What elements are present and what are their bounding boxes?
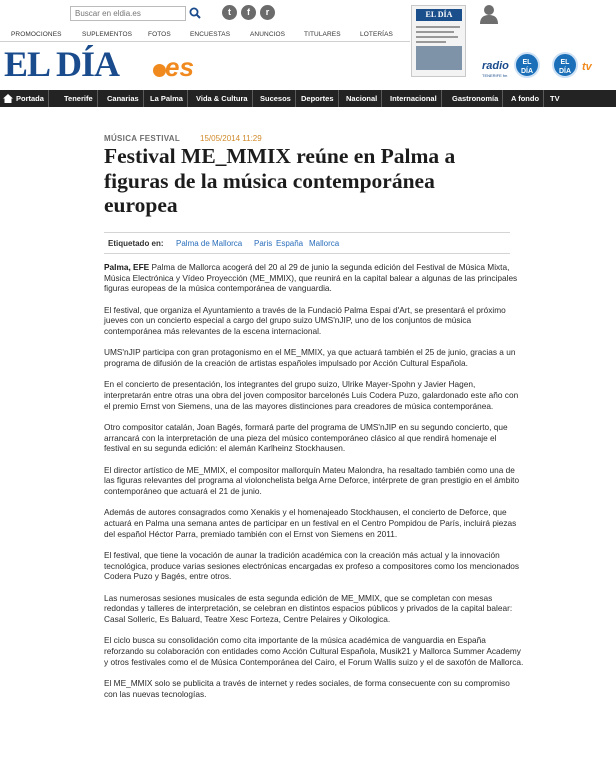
nav-item-vida-cultura[interactable] bbox=[192, 90, 253, 107]
article-paragraph: UMS'nJIP participa con gran protagonismo en el ME_MMIX, ya que actuará también el 25 de junio, gracias a un programa de difusión de la creación de artistas españoles impulsado por Acción Cultural Española. bbox=[104, 347, 516, 368]
tag-link[interactable]: Paris bbox=[254, 239, 273, 248]
section-link[interactable]: PROMOCIONES bbox=[11, 31, 62, 38]
nav-item-gastronomia[interactable] bbox=[448, 90, 503, 107]
article-paragraph: El ME_MMIX solo se publicita a través de internet y redes sociales, de forma consecuente con su compromiso con las nuevas tecnologías. bbox=[104, 678, 510, 699]
site-logo[interactable] bbox=[4, 44, 214, 86]
article-paragraph: El festival, que tiene la vocación de aunar la tradición académica con la creación más actual y la innovación tecnológica, produce varias sesiones electrónicas encargadas ex profeso a compositores como los mencionados Codera Puzo y Bagés, entre otros. bbox=[104, 550, 520, 582]
article-paragraph: El festival, que organiza el Ayuntamiento a través de la Fundació Palma Espai d'Art, se presentará el próximo jueves con un concierto especial a cargo del grupo suizo UMS'nJIP, uno de los conjuntos de música contemporánea más relevantes de la escena internacional. bbox=[104, 304, 506, 336]
nav-item-tenerife[interactable] bbox=[60, 90, 98, 107]
nav-item-deportes[interactable] bbox=[297, 90, 339, 107]
facebook-icon[interactable]: f bbox=[241, 5, 256, 20]
nav-item-label: La Palma bbox=[150, 94, 183, 103]
section-link[interactable]: LOTERÍAS bbox=[360, 31, 393, 38]
section-link[interactable]: SUPLEMENTOS bbox=[82, 31, 133, 38]
article-paragraph: Además de autores consagrados como Xenakis y el homenajeado Stockhausen, el concierto de Deforce, que actuará en Palma una semana antes de participar en un festival en el Centro Pompidou de París, incluirá piezas del español Héctor Parra, premiado también con el Ernst von Siemens en 2011. bbox=[104, 507, 517, 539]
top-bar bbox=[0, 0, 616, 28]
main-nav bbox=[0, 90, 616, 107]
tv-link[interactable] bbox=[552, 52, 612, 80]
tv-label: tv bbox=[582, 61, 592, 73]
tag-link[interactable]: Mallorca bbox=[309, 239, 340, 248]
lead-place: Palma, EFE bbox=[104, 262, 150, 272]
radio-sub: TENERIFE fm bbox=[482, 73, 508, 78]
nav-item-label: TV bbox=[550, 94, 560, 103]
radio-badge-icon: EL DÍA bbox=[514, 52, 540, 78]
article-body bbox=[104, 262, 524, 710]
nav-item-nacional[interactable] bbox=[342, 90, 382, 107]
nav-item-portada[interactable] bbox=[0, 90, 49, 107]
section-link[interactable]: TITULARES bbox=[304, 31, 341, 38]
article-paragraph: En el concierto de presentación, los integrantes del grupo suizo, Ulrike Mayer-Spohn y Javier Hagen, interpretarán entre otras una obra del joven compositor barcelonés Luis Codera Puzo, galardonado este año con el premio Ernst von Siemens, una de las mayores distinciones para creadores de música contemporánea. bbox=[104, 379, 519, 411]
nav-item-label: Nacional bbox=[346, 94, 378, 103]
nav-item-internacional[interactable] bbox=[386, 90, 442, 107]
rss-icon[interactable]: r bbox=[260, 5, 275, 20]
nav-item-sucesos[interactable] bbox=[256, 90, 296, 107]
article-paragraph: Las numerosas sesiones musicales de esta segunda edición de ME_MMIX, que se completan con mesas redondas y talleres de interpretación, se celebran en distintos espacios públicos y privados de la capital balear: Casal Solleric, Es Baluard, Teatre Xesc Forteza, Centre Pelaires y Oikologica. bbox=[104, 592, 513, 624]
article-paragraph: Otro compositor catalán, Joan Bagés, formará parte del programa de UMS'nJIP en su segundo concierto, que arrancará con la interpretación de una pieza del músico contemporáneo clásico al que rendirá homenaje el festival en su segunda edición: el alemán Karlheinz Stockhausen. bbox=[104, 422, 508, 454]
search-icon[interactable] bbox=[188, 5, 202, 21]
article-kicker[interactable]: MÚSICA FESTIVAL bbox=[104, 134, 181, 143]
tv-badge-icon: EL DÍA bbox=[552, 52, 578, 78]
logo-wordmark: EL DÍA bbox=[4, 44, 120, 84]
tag-link[interactable]: España bbox=[276, 239, 304, 248]
nav-item-label: Portada bbox=[16, 94, 44, 103]
twitter-icon[interactable]: t bbox=[222, 5, 237, 20]
tag-link[interactable]: Palma de Mallorca bbox=[176, 239, 243, 248]
article-paragraph bbox=[104, 262, 524, 294]
nav-item-label: Deportes bbox=[301, 94, 334, 103]
tags-label: Etiquetado en: bbox=[108, 239, 164, 248]
radio-label: radio bbox=[482, 60, 509, 72]
nav-item-label: A fondo bbox=[511, 94, 540, 103]
user-icon[interactable] bbox=[478, 4, 500, 24]
home-icon bbox=[3, 94, 13, 103]
paragraph-text: Palma de Mallorca acogerá del 20 al 29 de junio la segunda edición del Festival de Música Mixta, Música Electrónica y Vídeo Proyección (ME_MMIX), que reunirá en la capital balear a algunas de las principales figuras europeas de la música contemporánea de vanguardia. bbox=[104, 262, 518, 294]
cover-photo bbox=[416, 46, 462, 70]
section-nav bbox=[0, 28, 410, 42]
cover-masthead: EL DÍA bbox=[416, 9, 462, 21]
nav-item-canarias[interactable] bbox=[103, 90, 144, 107]
section-link[interactable]: ENCUESTAS bbox=[190, 31, 231, 38]
search-input[interactable] bbox=[70, 6, 186, 21]
logo-suffix: es bbox=[165, 52, 194, 82]
nav-item-label: Gastronomía bbox=[452, 94, 499, 103]
nav-item-label: Tenerife bbox=[64, 94, 93, 103]
article-date: 15/05/2014 11:29 bbox=[200, 134, 262, 143]
newspaper-cover-thumbnail[interactable] bbox=[411, 5, 466, 77]
nav-item-label: Internacional bbox=[390, 94, 437, 103]
section-link[interactable]: FOTOS bbox=[148, 31, 171, 38]
article-paragraph: El ciclo busca su consolidación como cita importante de la música académica de vanguardia en España reforzando su colaboración con entidades como Acción Cultural Española, Musik21 y Mallorca Summer Academy y otros festivales como el de Música Contemporánea del Cairo, el Forum Wallis suizo y el de saxofón de Mallorca. bbox=[104, 635, 524, 667]
article-tags bbox=[104, 232, 510, 254]
nav-item-label: Canarias bbox=[107, 94, 139, 103]
radio-link[interactable] bbox=[482, 52, 546, 80]
section-link[interactable]: ANUNCIOS bbox=[250, 31, 286, 38]
nav-item-tv[interactable] bbox=[546, 90, 564, 107]
nav-item-a-fondo[interactable] bbox=[507, 90, 544, 107]
nav-item-label: Sucesos bbox=[260, 94, 291, 103]
article-title: Festival ME_MMIX reúne en Palma a figuras de la música contemporánea europea bbox=[104, 144, 456, 217]
nav-item-la-palma[interactable] bbox=[146, 90, 188, 107]
nav-item-label: Vida & Cultura bbox=[196, 94, 248, 103]
article-paragraph: El director artístico de ME_MMIX, el compositor mallorquín Mateu Malondra, ha resaltado también como una de las figuras relevantes del programa al violonchelista belga Arne Deforce, intérprete de gran prestigio en el ámbito contemporáneo que actuará el 21 de junio. bbox=[104, 464, 520, 496]
